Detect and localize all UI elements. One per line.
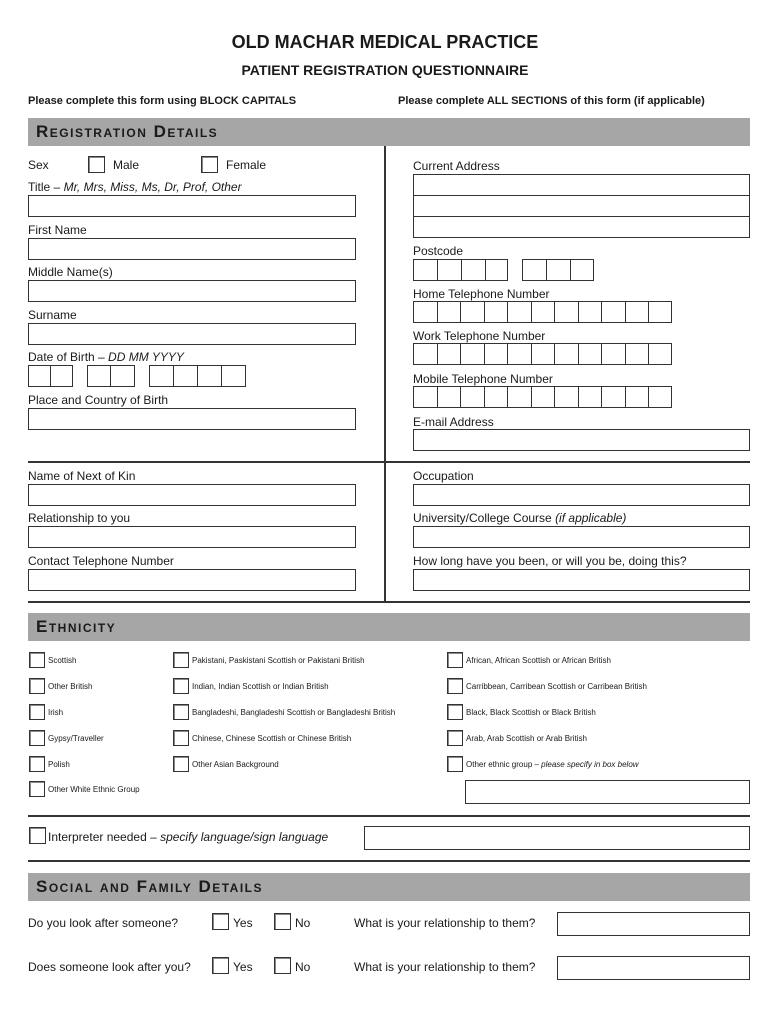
relationship-field[interactable] <box>28 526 356 548</box>
section-title-social: Social and Family Details <box>36 877 264 896</box>
ethnicity-other-british-label: Other British <box>48 682 93 691</box>
look-after-someone-yes-label: Yes <box>233 916 253 930</box>
ethnicity-chinese-label: Chinese, Chinese Scottish or Chinese British <box>192 734 352 743</box>
ethnicity-irish-checkbox[interactable] <box>29 704 45 720</box>
relationship-q1-field[interactable] <box>557 912 750 936</box>
occupation-label: Occupation <box>413 469 474 483</box>
first-name-label: First Name <box>28 223 87 237</box>
ethnicity-other-white-checkbox[interactable] <box>29 781 45 797</box>
male-checkbox[interactable] <box>88 156 105 173</box>
ethnicity-other-british-checkbox[interactable] <box>29 678 45 694</box>
next-of-kin-label: Name of Next of Kin <box>28 469 136 483</box>
look-after-someone-yes-checkbox[interactable] <box>212 913 229 930</box>
look-after-someone-label: Do you look after someone? <box>28 916 179 930</box>
ethnicity-gypsy-label: Gypsy/Traveller <box>48 734 104 743</box>
title-label: Title – Mr, Mrs, Miss, Ms, Dr, Prof, Other <box>28 180 242 194</box>
ethnicity-arab-checkbox[interactable] <box>447 730 463 746</box>
dob-day-field[interactable] <box>28 365 73 387</box>
ethnicity-scottish-label: Scottish <box>48 656 77 665</box>
interpreter-language-field[interactable] <box>364 826 750 850</box>
instruction-block-capitals: Please complete this form using BLOCK CAPITALS <box>28 95 297 107</box>
ethnicity-other-asian-label: Other Asian Background <box>192 760 279 769</box>
ethnicity-bangladeshi-label: Bangladeshi, Bangladeshi Scottish or Bangladeshi British <box>192 708 396 717</box>
contact-phone-field[interactable] <box>28 569 356 591</box>
surname-field[interactable] <box>28 323 356 345</box>
surname-label: Surname <box>28 308 77 322</box>
course-field[interactable] <box>413 526 750 548</box>
current-address-label: Current Address <box>413 159 500 173</box>
interpreter-divider <box>28 860 750 862</box>
section-title-registration: Registration Details <box>36 122 219 141</box>
female-checkbox[interactable] <box>201 156 218 173</box>
work-phone-label: Work Telephone Number <box>413 329 546 343</box>
section-title-ethnicity: Ethnicity <box>36 617 117 636</box>
section-header-registration <box>28 118 750 146</box>
ethnicity-indian-checkbox[interactable] <box>173 678 189 694</box>
mobile-phone-field[interactable] <box>413 386 672 408</box>
dob-month-field[interactable] <box>87 365 135 387</box>
ethnicity-arab-label: Arab, Arab Scottish or Arab British <box>466 734 587 743</box>
ethnicity-caribbean-label: Carribbean, Carribean Scottish or Carribean British <box>466 682 647 691</box>
ethnicity-chinese-checkbox[interactable] <box>173 730 189 746</box>
someone-looks-after-you-yes-label: Yes <box>233 960 253 974</box>
postcode-outward-field[interactable] <box>413 259 508 281</box>
ethnicity-bangladeshi-checkbox[interactable] <box>173 704 189 720</box>
ethnicity-other-group-label: Other ethnic group – please specify in box below <box>466 760 639 769</box>
instruction-all-sections: Please complete ALL SECTIONS of this form (if applicable) <box>398 95 705 107</box>
course-label: University/College Course (if applicable) <box>413 511 627 525</box>
ethnicity-indian-label: Indian, Indian Scottish or Indian British <box>192 682 329 691</box>
first-name-field[interactable] <box>28 238 356 260</box>
ethnicity-african-checkbox[interactable] <box>447 652 463 668</box>
ethnicity-irish-label: Irish <box>48 708 64 717</box>
relationship-q2-label: What is your relationship to them? <box>354 960 536 974</box>
place-of-birth-field[interactable] <box>28 408 356 430</box>
relationship-label: Relationship to you <box>28 511 131 525</box>
dob-label: Date of Birth – DD MM YYYY <box>28 350 184 364</box>
sex-label: Sex <box>28 158 49 172</box>
interpreter-label: Interpreter needed – specify language/sign language <box>48 830 329 844</box>
next-of-kin-field[interactable] <box>28 484 356 506</box>
section-header-social <box>28 873 750 901</box>
work-phone-field[interactable] <box>413 343 672 365</box>
ethnicity-caribbean-checkbox[interactable] <box>447 678 463 694</box>
ethnicity-polish-label: Polish <box>48 760 70 769</box>
look-after-someone-no-checkbox[interactable] <box>274 913 291 930</box>
current-address-field[interactable] <box>413 174 750 238</box>
ethnicity-gypsy-checkbox[interactable] <box>29 730 45 746</box>
someone-looks-after-you-label: Does someone look after you? <box>28 960 191 974</box>
relationship-q1-label: What is your relationship to them? <box>354 916 536 930</box>
email-field[interactable] <box>413 429 750 451</box>
ethnicity-divider <box>28 815 750 817</box>
ethnicity-african-label: African, African Scottish or African British <box>466 656 611 665</box>
someone-looks-after-you-yes-checkbox[interactable] <box>212 957 229 974</box>
look-after-someone-no-label: No <box>295 916 311 930</box>
home-phone-field[interactable] <box>413 301 672 323</box>
interpreter-checkbox[interactable] <box>29 827 46 844</box>
section-header-ethnicity <box>28 613 750 641</box>
duration-label: How long have you been, or will you be, doing this? <box>413 554 687 568</box>
form-title: PATIENT REGISTRATION QUESTIONNAIRE <box>241 62 529 78</box>
place-of-birth-label: Place and Country of Birth <box>28 393 169 407</box>
ethnicity-black-label: Black, Black Scottish or Black British <box>466 708 596 717</box>
ethnicity-black-checkbox[interactable] <box>447 704 463 720</box>
ethnicity-other-group-checkbox[interactable] <box>447 756 463 772</box>
someone-looks-after-you-no-checkbox[interactable] <box>274 957 291 974</box>
column-divider <box>384 146 386 602</box>
practice-name: OLD MACHAR MEDICAL PRACTICE <box>231 32 539 52</box>
postcode-label: Postcode <box>413 244 464 258</box>
someone-looks-after-you-no-label: No <box>295 960 311 974</box>
registration-divider <box>28 461 750 463</box>
occupation-field[interactable] <box>413 484 750 506</box>
mobile-phone-label: Mobile Telephone Number <box>413 372 553 386</box>
ethnicity-pakistani-checkbox[interactable] <box>173 652 189 668</box>
registration-bottom-rule <box>28 601 750 603</box>
ethnicity-pakistani-label: Pakistani, Paskistani Scottish or Pakistani British <box>192 656 365 665</box>
ethnicity-other-specify-field[interactable] <box>465 780 750 804</box>
title-field[interactable] <box>28 195 356 217</box>
female-label: Female <box>226 158 267 172</box>
ethnicity-other-asian-checkbox[interactable] <box>173 756 189 772</box>
ethnicity-other-white-label: Other White Ethnic Group <box>48 785 140 794</box>
male-label: Male <box>113 158 140 172</box>
relationship-q2-field[interactable] <box>557 956 750 980</box>
middle-names-label: Middle Name(s) <box>28 265 113 279</box>
contact-phone-label: Contact Telephone Number <box>28 554 174 568</box>
ethnicity-polish-checkbox[interactable] <box>29 756 45 772</box>
ethnicity-scottish-checkbox[interactable] <box>29 652 45 668</box>
duration-field[interactable] <box>413 569 750 591</box>
home-phone-label: Home Telephone Number <box>413 287 550 301</box>
email-label: E-mail Address <box>413 415 494 429</box>
postcode-inward-field[interactable] <box>522 259 594 281</box>
dob-year-field[interactable] <box>149 365 246 387</box>
middle-names-field[interactable] <box>28 280 356 302</box>
